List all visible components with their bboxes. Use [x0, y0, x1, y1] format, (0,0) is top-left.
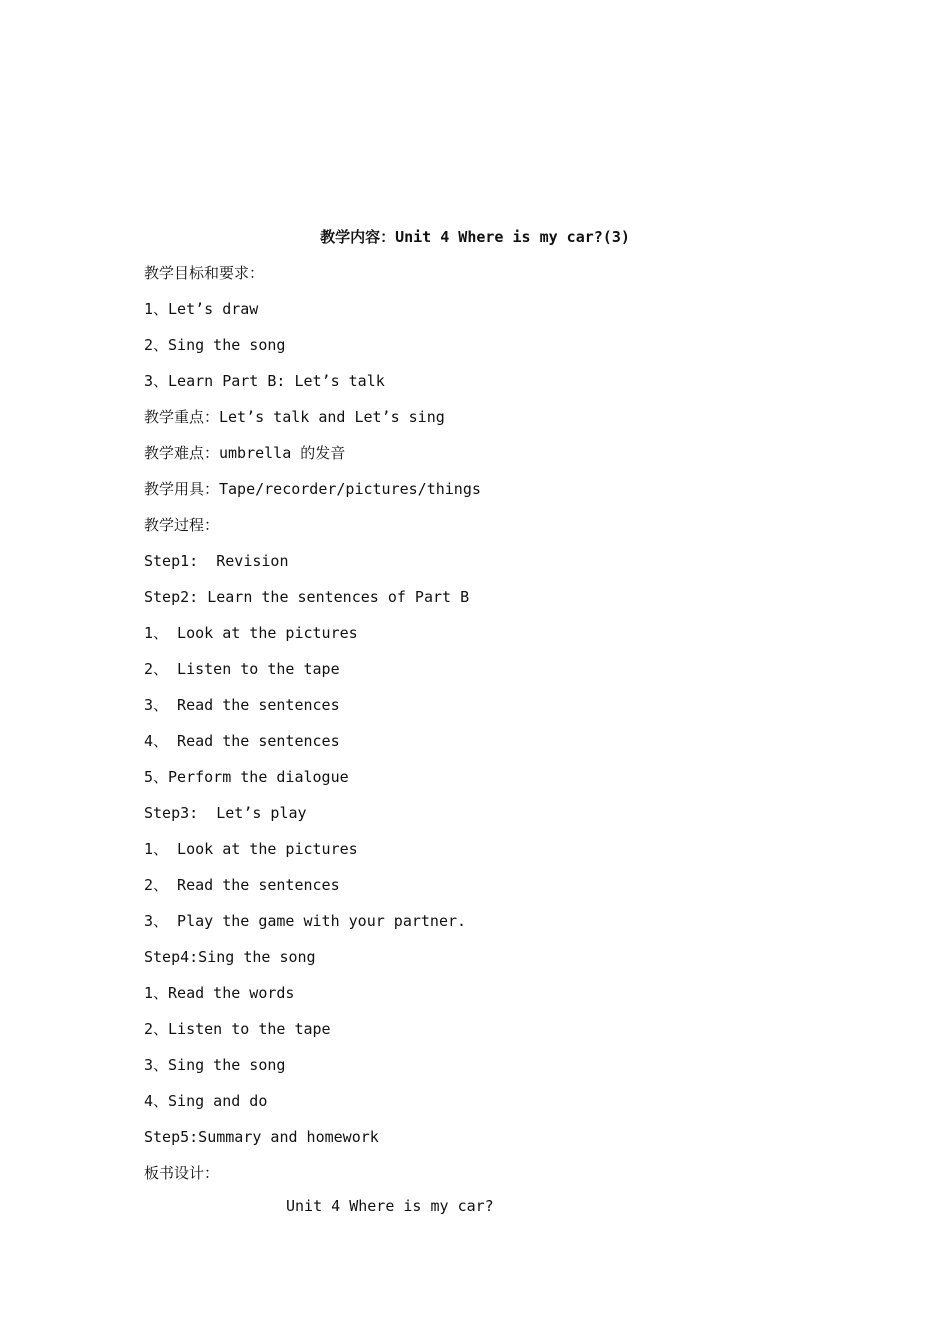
line-objective-2: 2、Sing the song — [144, 336, 286, 354]
line-step2: Step2: Learn the sentences of Part B — [144, 588, 470, 606]
line-objective-1: 1、Let’s draw — [144, 300, 259, 318]
line-key-points: 教学重点：Let’s talk and Let’s sing — [144, 408, 445, 426]
line-step2-item-5: 5、Perform the dialogue — [144, 768, 349, 786]
line-step4-item-4: 4、Sing and do — [144, 1092, 268, 1110]
line-step2-item-3: 3、 Read the sentences — [144, 696, 340, 714]
line-step3-item-3: 3、 Play the game with your partner. — [144, 912, 467, 930]
line-step3-item-1: 1、 Look at the pictures — [144, 840, 358, 858]
lesson-title: 教学内容：Unit 4 Where is my car?(3) — [320, 228, 630, 246]
line-difficulties: 教学难点：umbrella 的发音 — [144, 444, 346, 462]
line-step2-item-4: 4、 Read the sentences — [144, 732, 340, 750]
line-procedure-heading: 教学过程： — [144, 516, 220, 534]
line-objective-3: 3、Learn Part B: Let’s talk — [144, 372, 385, 390]
line-step3-item-2: 2、 Read the sentences — [144, 876, 340, 894]
line-step5: Step5:Summary and homework — [144, 1128, 379, 1146]
line-board-heading: 板书设计： — [144, 1164, 220, 1182]
line-step2-item-2: 2、 Listen to the tape — [144, 660, 340, 678]
line-step2-item-1: 1、 Look at the pictures — [144, 624, 358, 642]
line-step1: Step1: Revision — [144, 552, 289, 570]
line-step4: Step4:Sing the song — [144, 948, 316, 966]
line-materials: 教学用具：Tape/recorder/pictures/things — [144, 480, 481, 498]
line-step3: Step3: Let’s play — [144, 804, 307, 822]
lesson-body — [144, 262, 844, 1198]
line-step4-item-1: 1、Read the words — [144, 984, 295, 1002]
line-step4-item-3: 3、Sing the song — [144, 1056, 286, 1074]
line-step4-item-2: 2、Listen to the tape — [144, 1020, 331, 1038]
board-design-title: Unit 4 Where is my car? — [286, 1197, 494, 1215]
line-objectives-heading: 教学目标和要求： — [144, 264, 265, 282]
